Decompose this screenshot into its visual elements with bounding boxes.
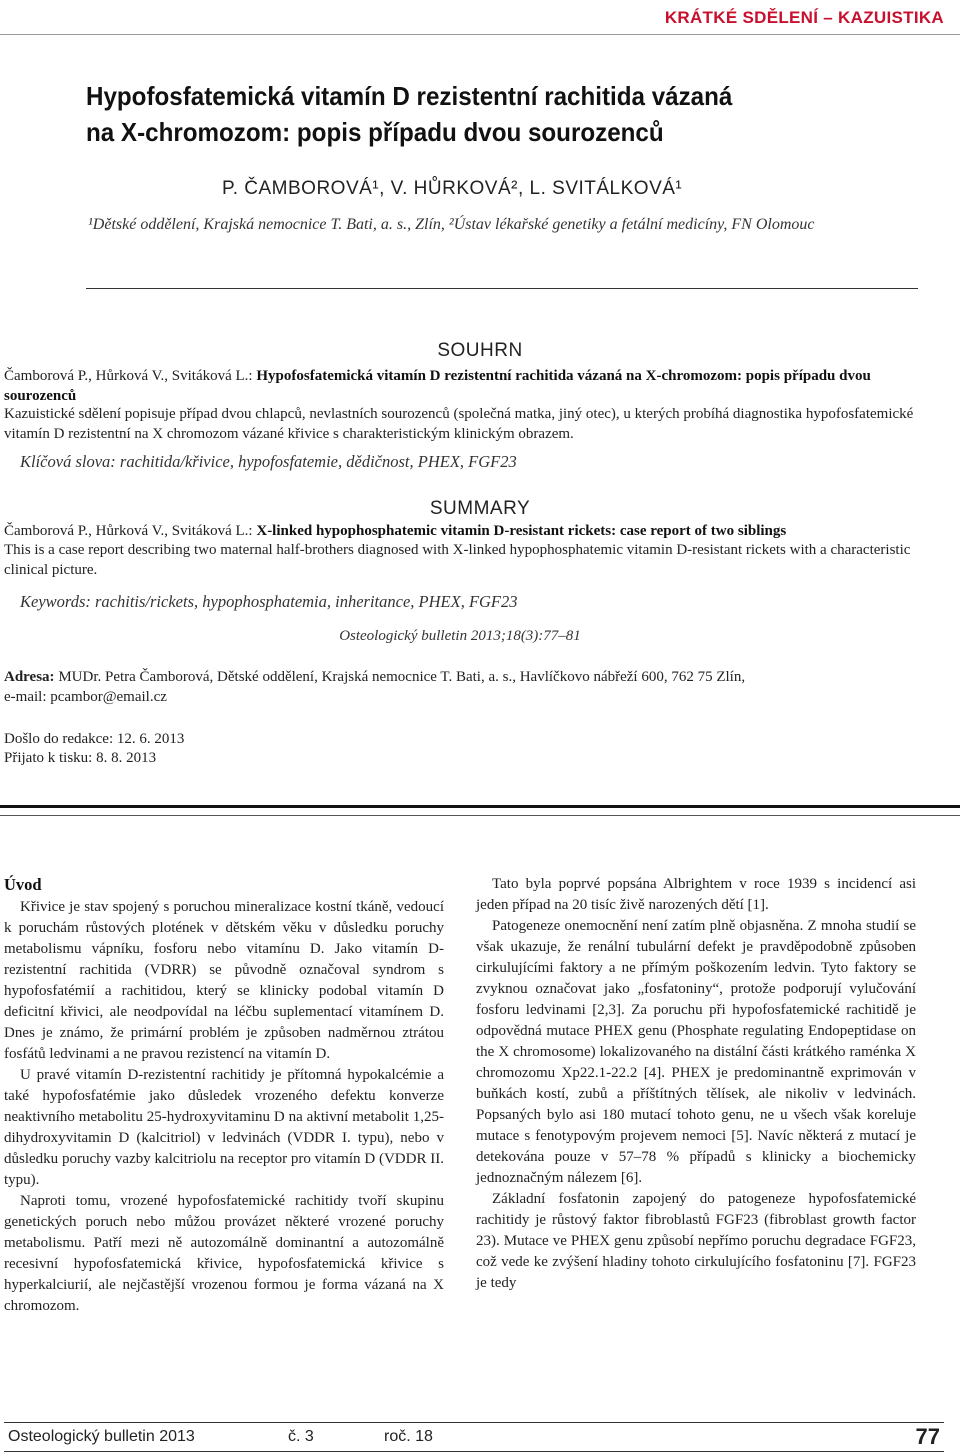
summary-citation <box>4 521 916 541</box>
souhrn-heading: SOUHRN <box>437 340 523 361</box>
body-column-left <box>4 874 444 1317</box>
address-label: Adresa: <box>4 669 55 685</box>
accepted-date: Přijato k tisku: 8. 8. 2013 <box>4 750 157 766</box>
summary-keywords: Keywords: rachitis/rickets, hypophosphatemia, inheritance, PHEX, FGF23 <box>20 592 518 611</box>
souhrn-citation <box>4 366 916 406</box>
correspondence-address <box>4 667 904 707</box>
summary-authors: Čamborová P., Hůrková V., Svitáková L.: <box>4 523 253 539</box>
body-paragraph: Patogeneze onemocnění není zatím plně objasněna. Z mnoha studií se však ukazuje, že renální tubulární defekt je pravděpodobně způsoben cirkulujícími faktory a ne přímým poškozením ledvin. Tyto faktory se zvyknou označovat jako „fosfatoniny“, protože podporují vylučování fosforu ledvinami [2,3]. Za poruchu při hypofosfatemické rachitidě je odpovědná mutace PHEX genu (Phosphate regulating Endopeptidase on the X chromosome) lokalizovaného na distální části krátkého raménka X chromozomu Xp22.1-22.2 [4]. PHEX je predominantně exprimován v buňkách kostí, zubů a příštítných tělísek, ale nikoliv v ledvinách. Popsaných bylo asi 180 mutací tohoto genu, ne u všech však koreluje mutace s fenotypovým projevem nemoci [5]. Navíc některá z mutací je detekována pouze v 57–78 % případů s klinicky a biochemicky jednoznačným nálezem [6]. <box>476 918 916 1186</box>
article-title-line-2: na X-chromozom: popis případu dvou sourozenců <box>86 117 664 147</box>
body-paragraph: Základní fosfatonin zapojený do patogeneze hypofosfatemické rachitidy je růstový faktor fibroblastů FGF23 (fibroblast growth factor 23). Mutace ve PHEX genu způsobí nepřímo poruchu degradace FGF23, což vede ke zvýšení hladiny tohoto cirkulujícího fosfatoninu [7]. FGF23 je tedy <box>476 1191 916 1291</box>
summary-text: This is a case report describing two maternal half-brothers diagnosed with X-linked hypophosphatemic vitamin D-resistant rickets with a characteristic clinical picture. <box>4 542 911 578</box>
article-title <box>86 78 830 150</box>
page-number: 77 <box>915 1424 940 1449</box>
journal-citation: Osteologický bulletin 2013;18(3):77–81 <box>339 628 581 644</box>
souhrn-title: Hypofosfatemická vitamín D rezistentní rachitida vázaná na X-chromozom: popis případu dvou sourozenců <box>4 368 871 404</box>
body-paragraph: Naproti tomu, vrozené hypofosfatemické rachitidy tvoří skupinu genetických poruch nebo můžou provázet některé vrozené poruchy metabolismu. Patří mezi ně autozomálně dominantní a autozomálně recesivní hypofosfatemická křivice, hypofosfatemická křivice s hyperkalciurií, ale nejčastější vrozenou formou je forma vázaná na X chromozom. <box>4 1193 444 1314</box>
email-link[interactable]: e-mail: pcambor@email.cz <box>4 689 167 705</box>
section-label: KRÁTKÉ SDĚLENÍ – KAZUISTIKA <box>664 8 944 27</box>
abstract-divider <box>86 288 918 289</box>
summary-title: X-linked hypophosphatemic vitamin D-resistant rickets: case report of two siblings <box>256 523 787 539</box>
body-divider-thick <box>0 805 960 808</box>
affiliation: ¹Dětské oddělení, Krajská nemocnice T. Bati, a. s., Zlín, ²Ústav lékařské genetiky a fetální medicíny, FN Olomouc <box>88 216 815 233</box>
received-date: Došlo do redakce: 12. 6. 2013 <box>4 731 185 747</box>
body-paragraph: U pravé vitamín D-rezistentní rachitidy je přítomná hypokalcémie a také hypofosfatémie jako důsledek vrozeného defektu konverze neaktivního metabolitu 25-hydroxyvitaminu D na aktivní metabolit 1,25-dihydroxyvitamin D (kalcitriol) v ledvinách (VDDR I. typu), nebo v důsledku poruchy vazby kalcitriolu na receptor pro vitamín D (VDDR II. typu). <box>4 1067 444 1188</box>
body-paragraph: Křivice je stav spojený s poruchou mineralizace kostní tkáně, vedoucí k poruchám růstových plotének v dětském věku v důsledku poruchy metabolismu vápníku, fosforu nebo vitamínu D. Jako vitamín D-rezistentní rachitida (VDRR) se původně označoval syndrom s hypofosfatémií a rachitidou, který se klinicky podobal vitamín D deficitní křivici, ale neodpovídal na léčbu suplementací vitamínem D. Dnes je známo, že primární problém je způsoben nadměrnou ztrátou fosfátů ledvinami a ne pravou rezistencí na vitamín D. <box>4 899 444 1062</box>
footer-volume: roč. 18 <box>384 1428 433 1445</box>
footer-journal: Osteologický bulletin 2013 <box>8 1428 195 1445</box>
address-text: MUDr. Petra Čamborová, Dětské oddělení, Krajská nemocnice T. Bati, a. s., Havlíčkovo nábřeží 600, 762 75 Zlín, <box>58 669 746 685</box>
body-divider-thin <box>0 815 960 816</box>
dates-block <box>4 730 184 768</box>
body-paragraph: Tato byla poprvé popsána Albrightem v roce 1939 s incidencí asi jeden případ na 20 tisíc živě narozených dětí [1]. <box>476 876 916 913</box>
header-divider <box>0 34 960 35</box>
article-title-line-1: Hypofosfatemická vitamín D rezistentní rachitida vázaná <box>86 81 733 111</box>
souhrn-text: Kazuistické sdělení popisuje případ dvou chlapců, nevlastních sourozenců (společná matka, jiný otec), u kterých probíhá diagnostika hypofosfatemické vitamín D rezistentní na X chromozom vázané křivice s charakteristickým klinickým obrazem. <box>4 406 914 442</box>
souhrn-authors: Čamborová P., Hůrková V., Svitáková L.: <box>4 368 253 384</box>
body-column-right <box>476 874 916 1294</box>
footer-issue: č. 3 <box>288 1428 314 1445</box>
souhrn-keywords: Klíčová slova: rachitida/křivice, hypofosfatemie, dědičnost, PHEX, FGF23 <box>20 452 517 471</box>
summary-heading: SUMMARY <box>429 498 531 519</box>
page-footer <box>4 1422 944 1452</box>
author-list: P. ČAMBOROVÁ¹, V. HŮRKOVÁ², L. SVITÁLKOVÁ¹ <box>222 178 683 199</box>
intro-heading: Úvod <box>4 875 42 894</box>
